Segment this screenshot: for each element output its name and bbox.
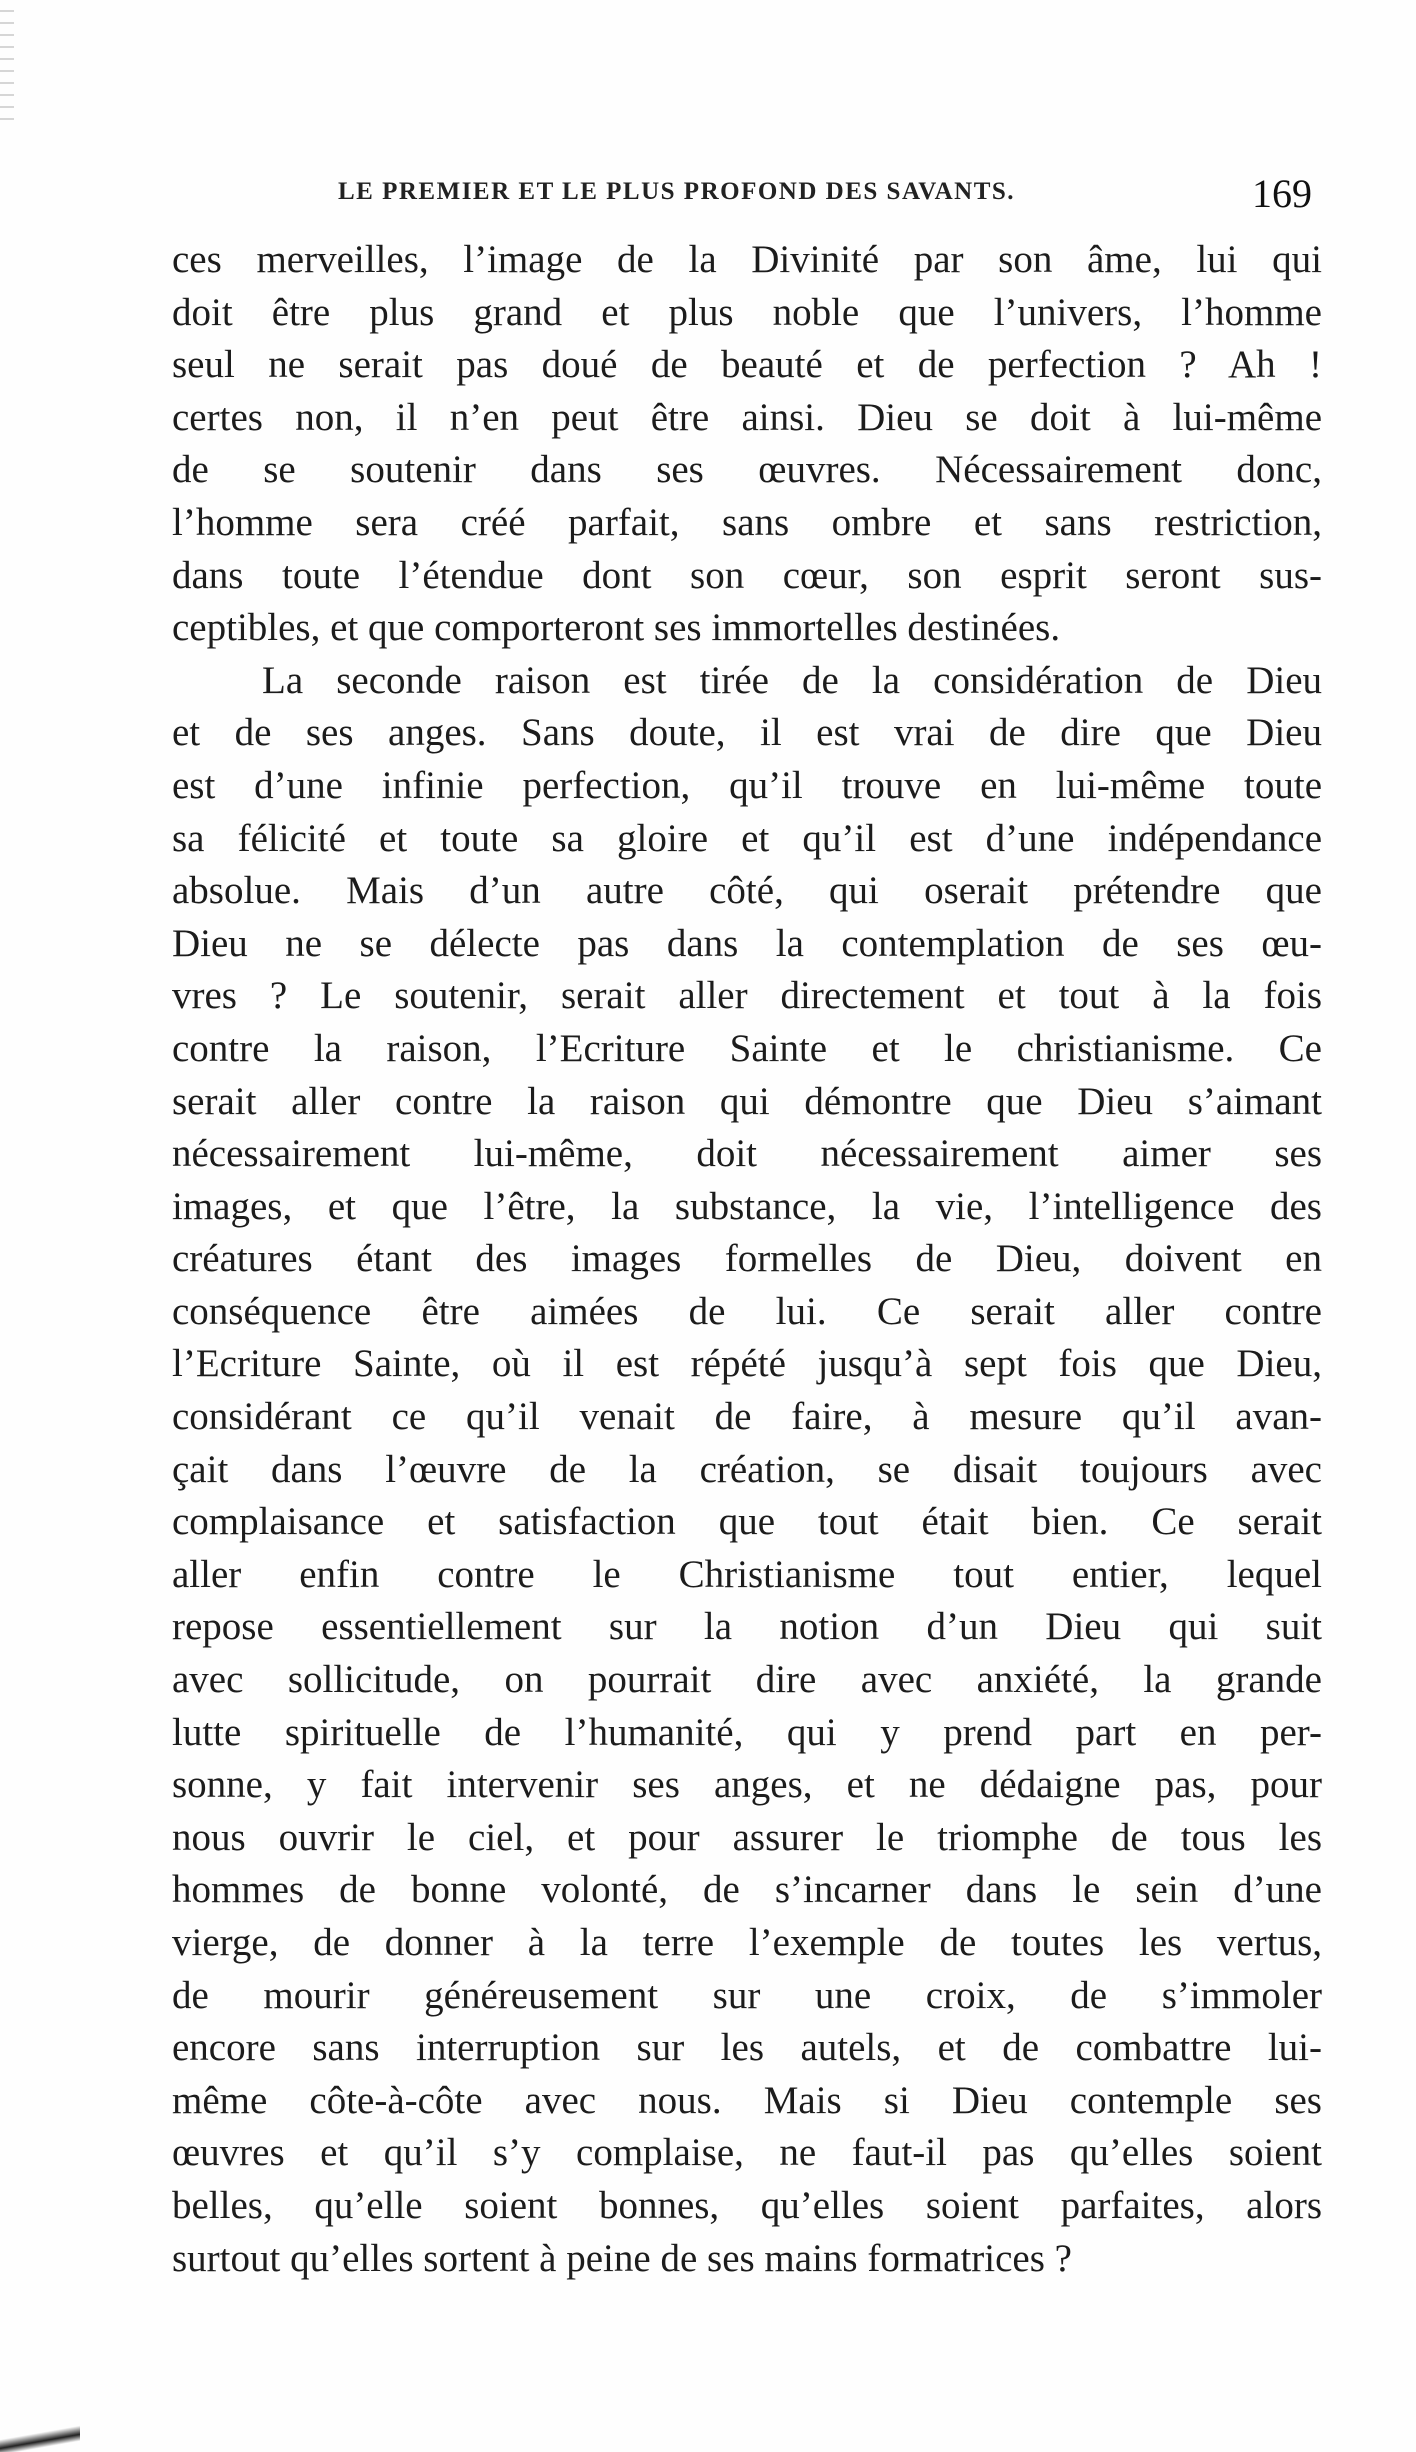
text-line: créatures étant des images formelles de Dieu, doivent en (172, 1237, 1322, 1281)
text-line: et de ses anges. Sans doute, il est vrai de dire que Dieu (172, 711, 1322, 755)
page-corner-shadow (0, 2422, 80, 2452)
text-line: repose essentiellement sur la notion d’un Dieu qui suit (172, 1605, 1322, 1649)
text-line: l’homme sera créé parfait, sans ombre et sans restriction, (172, 500, 1322, 544)
text-line: contre la raison, l’Ecriture Sainte et le christianisme. Ce (172, 1026, 1322, 1070)
text-line: sa félicité et toute sa gloire et qu’il est d’une indépendance (172, 816, 1322, 860)
text-line: vres ? Le soutenir, serait aller directement et tout à la fois (172, 974, 1322, 1018)
page-edge-specks (0, 0, 14, 130)
text-line: sonne, y fait intervenir ses anges, et ne dédaigne pas, pour (172, 1763, 1322, 1807)
text-line: absolue. Mais d’un autre côté, qui oserait prétendre que (172, 869, 1322, 913)
text-line: surtout qu’elles sortent à peine de ses mains formatrices ? (172, 2236, 1072, 2280)
text-line: vierge, de donner à la terre l’exemple de toutes les vertus, (172, 1921, 1322, 1964)
text-line: certes non, il n’en peut être ainsi. Dieu se doit à lui-même (172, 395, 1322, 439)
text-line: belles, qu’elle soient bonnes, qu’elles soient parfaites, alors (172, 2183, 1322, 2227)
text-line: ceptibles, et que comporteront ses immortelles destinées. (172, 606, 1061, 650)
text-line: lutte spirituelle de l’humanité, qui y prend part en per- (172, 1710, 1322, 1754)
running-title: LE PREMIER ET LE PLUS PROFOND DES SAVANTS. (338, 178, 1016, 205)
text-line: complaisance et satisfaction que tout était bien. Ce serait (172, 1500, 1322, 1544)
body-text (172, 234, 1322, 2285)
text-line: nous ouvrir le ciel, et pour assurer le triomphe de tous les (172, 1815, 1322, 1859)
text-line: de mourir généreusement sur une croix, de s’immoler (172, 1973, 1322, 2017)
text-line: dans toute l’étendue dont son cœur, son esprit seront sus- (172, 553, 1322, 597)
text-line: hommes de bonne volonté, de s’incarner dans le sein d’une (172, 1868, 1322, 1912)
text-line: çait dans l’œuvre de la création, se disait toujours avec (172, 1447, 1322, 1491)
text-line: l’Ecriture Sainte, où il est répété jusqu’à sept fois que Dieu, (172, 1342, 1322, 1386)
paragraph-first-line: La seconde raison est tirée de la considération de Dieu (262, 658, 1322, 702)
text-line: même côte-à-côte avec nous. Mais si Dieu contemple ses (172, 2078, 1322, 2122)
text-line: considérant ce qu’il venait de faire, à mesure qu’il avan- (172, 1395, 1322, 1439)
text-line: conséquence être aimées de lui. Ce serait aller contre (172, 1289, 1322, 1333)
text-line: doit être plus grand et plus noble que l’univers, l’homme (172, 290, 1322, 334)
running-header (338, 171, 1312, 216)
text-line: seul ne serait pas doué de beauté et de perfection ? Ah ! (172, 343, 1322, 387)
text-line: aller enfin contre le Christianisme tout entier, lequel (172, 1552, 1322, 1596)
text-line: Dieu ne se délecte pas dans la contemplation de ses œu- (172, 921, 1322, 965)
text-line: ces merveilles, l’image de la Divinité par son âme, lui qui (172, 238, 1322, 281)
text-line: œuvres et qu’il s’y complaise, ne faut-il pas qu’elles soient (172, 2131, 1322, 2175)
page-number: 169 (1252, 171, 1312, 216)
text-line: encore sans interruption sur les autels, et de combattre lui- (172, 2026, 1322, 2070)
text-line: avec sollicitude, on pourrait dire avec anxiété, la grande (172, 1658, 1322, 1702)
text-line: est d’une infinie perfection, qu’il trouve en lui-même toute (172, 763, 1322, 807)
text-line: images, et que l’être, la substance, la vie, l’intelligence des (172, 1184, 1322, 1228)
text-line: nécessairement lui-même, doit nécessairement aimer ses (172, 1132, 1322, 1176)
text-line: serait aller contre la raison qui démontre que Dieu s’aimant (172, 1079, 1322, 1123)
text-line: de se soutenir dans ses œuvres. Nécessairement donc, (172, 448, 1322, 492)
